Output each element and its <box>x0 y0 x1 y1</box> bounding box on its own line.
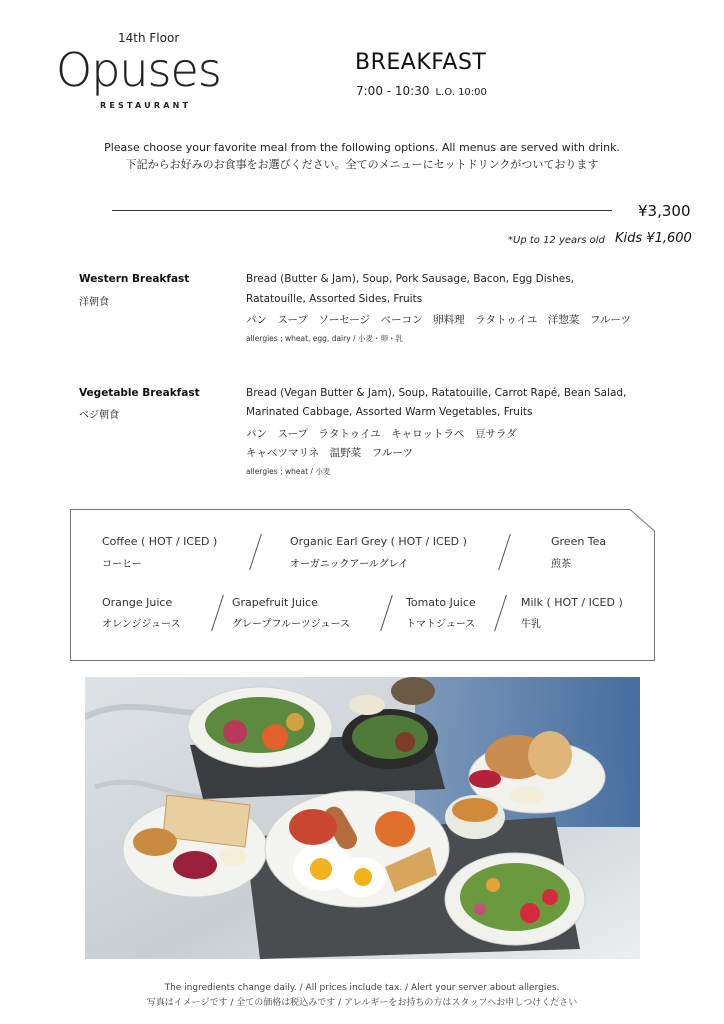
main-price: ¥3,300 <box>638 202 691 220</box>
menu-title-western: Western Breakfast <box>79 273 190 285</box>
drink-coffee: Coffee ( HOT / ICED ) <box>102 535 218 548</box>
intro-japanese: 下記からお好みのお食事をお選びください。全てのメニューにセットドリンクがついております <box>125 158 599 171</box>
intro-english: Please choose your favorite meal from the following options. All menus are served with drink. <box>104 141 620 154</box>
drink-milk: Milk ( HOT / ICED ) <box>521 596 623 609</box>
menu-line: Bread (Butter & Jam), Soup, Pork Sausage, Bacon, Egg Dishes, <box>246 273 575 285</box>
menu-title-western-jp: 洋朝食 <box>79 297 109 308</box>
drink-grapefruit-juice: Grapefruit Juice <box>232 596 318 609</box>
menu-line-jp: キャベツマリネ 温野菜 フルーツ <box>246 447 413 459</box>
drink-tomato-juice: Tomato Juice <box>406 596 476 609</box>
kids-price: Kids ¥1,600 <box>615 231 692 246</box>
drink-green-tea-jp: 煎茶 <box>551 559 571 570</box>
drink-coffee-jp: コーヒー <box>102 559 142 570</box>
drink-green-tea: Green Tea <box>551 535 607 548</box>
drinks-panel <box>70 509 655 661</box>
menu-line-jp: パン スープ ラタトゥイユ キャロットラペ 豆サラダ <box>246 428 517 440</box>
drink-earl-grey: Organic Earl Grey ( HOT / ICED ) <box>290 535 467 548</box>
menu-title-vegetable: Vegetable Breakfast <box>79 387 200 399</box>
hours-range: 7:00 - 10:30 <box>356 84 430 98</box>
allergy-note: allergies ; wheat / 小麦 <box>246 467 331 476</box>
restaurant-logo: Opuses <box>56 43 221 97</box>
kids-age-note: *Up to 12 years old <box>508 235 605 246</box>
drink-orange-juice: Orange Juice <box>102 596 173 609</box>
drink-orange-juice-jp: オレンジジュース <box>102 619 181 630</box>
drink-earl-grey-jp: オーガニックアールグレイ <box>290 559 409 570</box>
menu-line: Ratatouille, Assorted Sides, Fruits <box>246 293 423 305</box>
drink-grapefruit-juice-jp: グレープフルーツジュース <box>232 619 350 630</box>
menu-line: Bread (Vegan Butter & Jam), Soup, Ratatouille, Carrot Rapé, Bean Salad, <box>246 387 627 399</box>
service-hours <box>356 84 487 98</box>
menu-line: Marinated Cabbage, Assorted Warm Vegetables, Fruits <box>246 406 533 418</box>
drink-milk-jp: 牛乳 <box>521 619 541 630</box>
price-divider <box>112 210 612 211</box>
allergy-note: allergies ; wheat, egg, dairy / 小麦・卵・乳 <box>246 334 403 343</box>
floor-label: 14th Floor <box>118 31 180 45</box>
menu-title-vegetable-jp: ベジ朝食 <box>79 410 119 421</box>
restaurant-logo-subtitle: RESTAURANT <box>100 101 192 110</box>
drink-tomato-juice-jp: トマトジュース <box>406 619 476 630</box>
last-order: L.O. 10:00 <box>435 87 487 98</box>
menu-line-jp: パン スープ ソーセージ ベーコン 卵料理 ラタトゥイユ 洋惣菜 フルーツ <box>246 314 631 326</box>
footer-english: The ingredients change daily. / All prices include tax. / Alert your server about allergies. <box>164 983 560 993</box>
breakfast-photo <box>85 677 640 959</box>
page-title: BREAKFAST <box>355 50 487 75</box>
footer-japanese: 写真はイメージです / 全ての価格は税込みです / アレルギーをお持ちの方はスタッフへお申しつけください <box>146 998 578 1008</box>
